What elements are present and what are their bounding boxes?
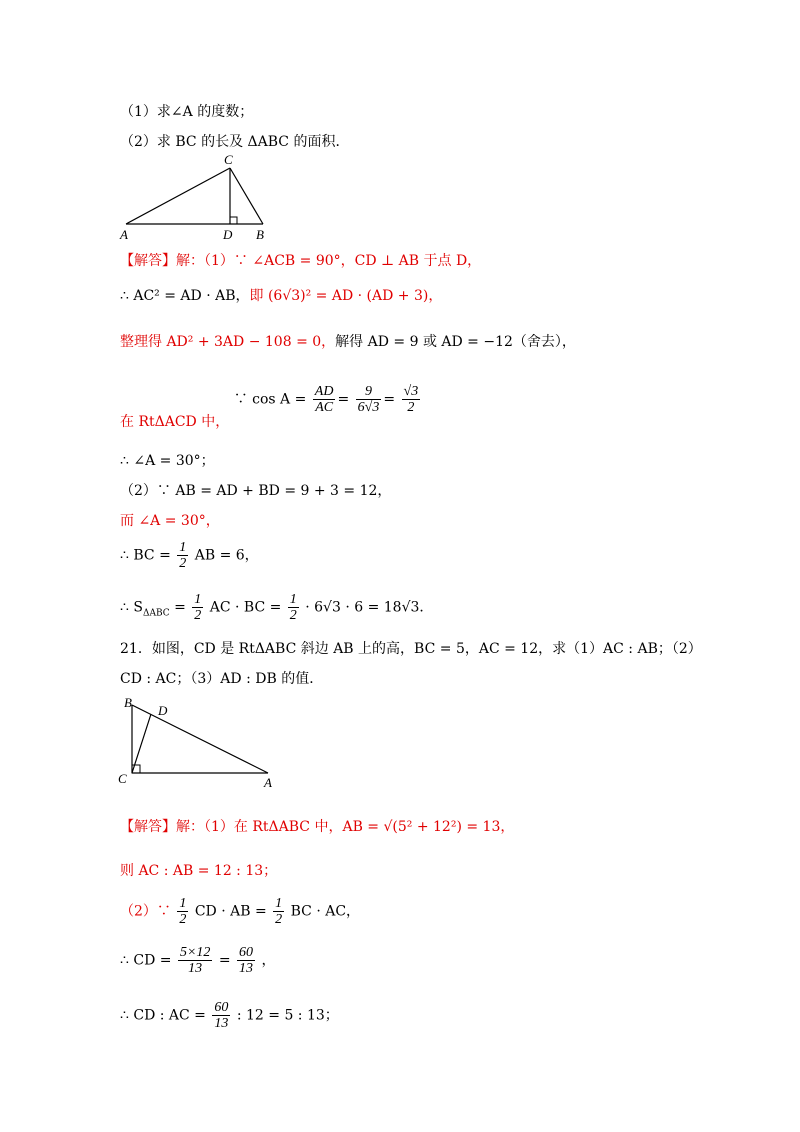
fraction: $\frac{√3}{2}$ [403, 384, 419, 415]
solution-label: 【解答】解： [120, 253, 204, 269]
q20-solution-line7: 而 ∠A = 30°， [120, 513, 220, 529]
q20-part2: （2）求 BC 的长及 ΔABC 的面积． [120, 134, 350, 150]
q21-stem-line2: CD : AC；（3）AD : DB 的值． [120, 671, 324, 687]
q21-triangle-figure [118, 695, 288, 790]
fraction: $\frac{9}{6√3}$ [357, 384, 380, 415]
label-A: A [264, 775, 272, 790]
q20-part1: （1）求∠A 的度数； [120, 104, 254, 120]
q21-solution-line2: 则 AC : AB = 12 : 13； [120, 863, 278, 879]
q20-solution-line5: ∴ ∠A = 30°； [120, 453, 215, 469]
solution-label: 【解答】解： [120, 819, 204, 835]
q20-solution-line9: ∴ $S_{\Delta ABC}$ = $\frac{1}{2}$ AC · BC = $\frac{1}{2}$ · 6√3 · 6 = 18√3． [120, 592, 434, 623]
q20-solution-line3: 整理得 AD² + 3AD − 108 = 0，解得 AD = 9 或 AD = −12（舍去）， [120, 334, 576, 350]
q20-solution-line8: ∴ BC = $\frac{1}{2}$ AB = 6， [120, 540, 259, 571]
q20-solution-line4: 在 RtΔACD 中， ∵ cos A = $\frac{AD}{AC}$ = $\frac{9}{6√3}$ = $\frac{√3}{2}$ [120, 384, 419, 430]
q20-solution-line2: ∴ AC² = AD · AB，即 (6√3)² = AD · (AD + 3)， [120, 288, 443, 304]
label-C: C [224, 152, 233, 167]
q21-stem-line1: 21．如图，CD 是 RtΔABC 斜边 AB 上的高，BC = 5，AC = 12，求（1）AC : AB；（2） [120, 641, 702, 657]
fraction: $\frac{60}{13}$ [239, 945, 254, 976]
fraction: $\frac{1}{2}$ [179, 540, 187, 571]
q21-solution-line5: ∴ CD : AC = $\frac{60}{13}$ : 12 = 5 : 13； [120, 1000, 339, 1031]
q21-solution-line1: 【解答】解：（1）在 RtΔABC 中，AB = √(5² + 12²) = 13， [120, 819, 515, 835]
label-C: C [118, 771, 127, 786]
q21-solution-line3: （2）∵ $\frac{1}{2}$ CD · AB = $\frac{1}{2}$ BC · AC， [120, 896, 361, 927]
fraction: $\frac{60}{13}$ [214, 1000, 229, 1031]
fraction: $\frac{1}{2}$ [275, 896, 283, 927]
q20-solution-line6: （2）∵ AB = AD + BD = 9 + 3 = 12， [120, 483, 392, 499]
fraction: $\frac{5\times 12}{13}$ [179, 945, 211, 976]
label-A: A [120, 227, 128, 242]
label-D: D [158, 703, 168, 718]
q21-solution-line4: ∴ CD = $\frac{5\times 12}{13}$ = $\frac{60}{13}$ ， [120, 945, 276, 976]
q20-solution-line1: 【解答】解：（1）∵ ∠ACB = 90°，CD ⊥ AB 于点 D， [120, 253, 482, 269]
label-B: B [124, 695, 132, 710]
fraction: $\frac{1}{2}$ [179, 896, 187, 927]
label-D: D [223, 227, 233, 242]
fraction: $\frac{1}{2}$ [289, 592, 297, 623]
fraction: $\frac{1}{2}$ [194, 592, 202, 623]
q20-triangle-figure [118, 150, 278, 245]
label-B: B [256, 227, 264, 242]
fraction: $\frac{AD}{AC}$ [314, 384, 334, 415]
